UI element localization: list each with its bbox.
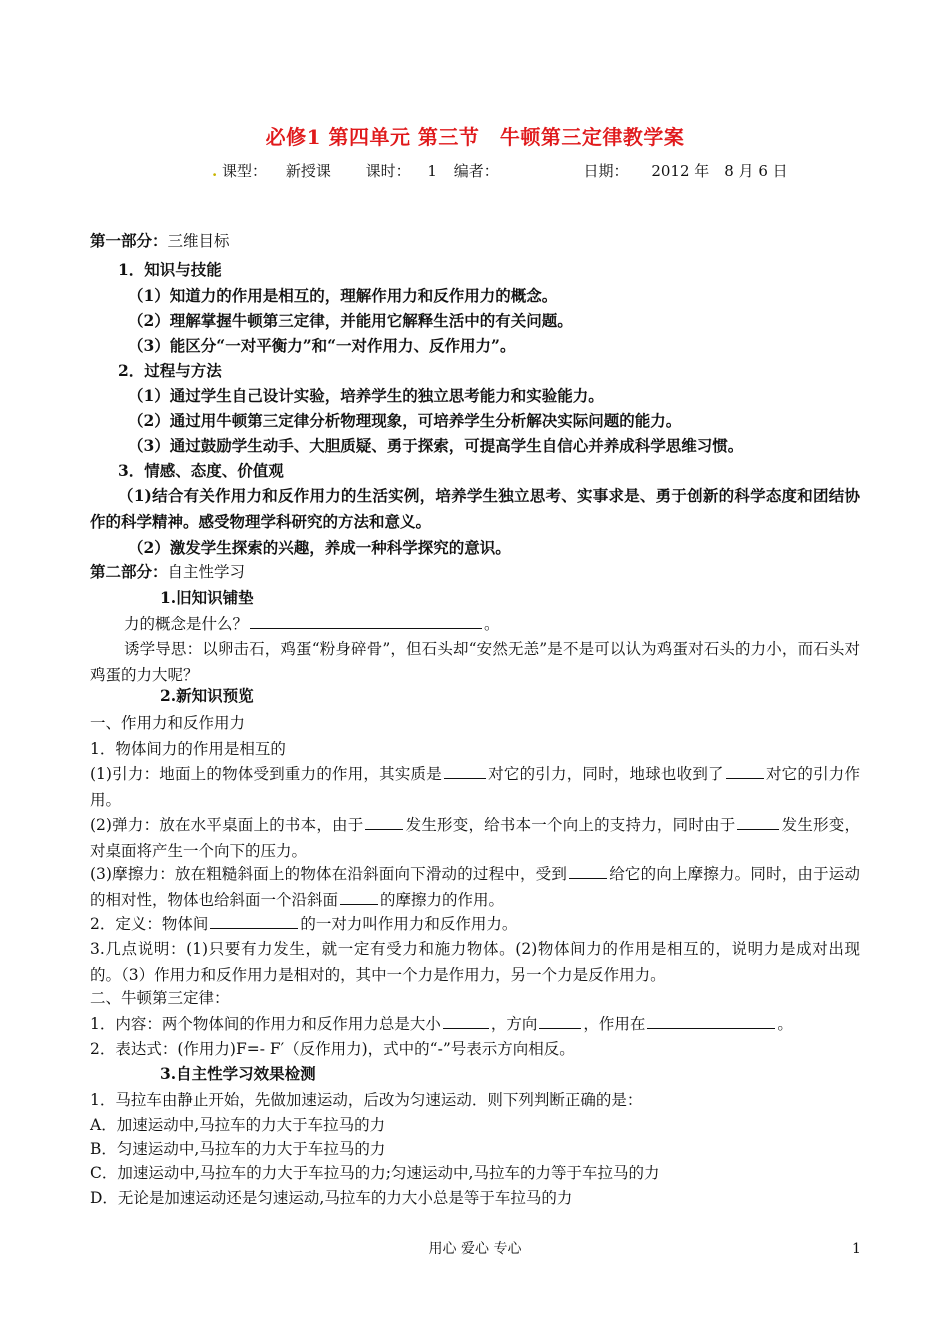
gravity-paragraph: (1)引力：地面上的物体受到重力的作用，其实质是 对它的引力，同时，地球也收到了 对它的引力作用。 (90, 765, 860, 809)
answer-blank (726, 763, 764, 779)
elastic-paragraph: (2)弹力：放在水平桌面上的书本，由于 发生形变，给书本一个向上的支持力，同时由于 发生形变，对桌面将产生一个向下的压力。 (90, 816, 860, 860)
date-label: 日期： (583, 162, 629, 180)
section-process: 2．过程与方法 (118, 361, 222, 380)
goal-item: （1）通过学生自己设计实验，培养学生的独立思考能力和实验能力。 (128, 386, 604, 405)
question-1: 1．马拉车由静止开始，先做加速运动，后改为匀速运动．则下列判断正确的是： (90, 1091, 643, 1109)
page-footer: 用心 爱心 专心 (428, 1241, 522, 1257)
answer-blank (444, 763, 486, 779)
goal-item: （3）能区分“一对平衡力”和“一对作用力、反作用力”。 (128, 336, 516, 355)
goal-item: （2）理解掌握牛顿第三定律，并能用它解释生活中的有关问题。 (128, 311, 573, 330)
answer-blank (647, 1013, 775, 1029)
option-a: A．加速运动中,马拉车的力大于车拉马的力 (90, 1116, 386, 1134)
page-title: 必修1 第四单元 第三节 牛顿第三定律教学案 (265, 125, 685, 149)
law-content: 1．内容：两个物体间的作用力和反作用力总是大小 ，方向 ，作用在 。 (90, 1015, 793, 1033)
option-d: D．无论是加速运动还是匀速运动,马拉车的力大小总是等于车拉马的力 (90, 1189, 573, 1207)
friction-paragraph: (3)摩擦力：放在粗糙斜面上的物体在沿斜面向下滑动的过程中，受到 给它的向上摩擦力。同时，由于运动的相对性，物体也给斜面一个沿斜面 的摩擦力的作用。 (90, 865, 860, 909)
marker-dot: . (212, 162, 218, 180)
answer-blank (539, 1013, 581, 1029)
lesson-meta (212, 160, 788, 182)
answer-blank (737, 814, 779, 830)
subsection-review: 1.旧知识铺垫 (160, 588, 254, 607)
hours-value: 1 (427, 162, 437, 180)
option-c: C．加速运动中,马拉车的力大于车拉马的力;匀速运动中,马拉车的力等于车拉马的力 (90, 1164, 660, 1182)
goal-item: （2）激发学生探索的兴趣，养成一种科学探究的意识。 (128, 538, 511, 557)
type-value: 新授课 (285, 162, 331, 180)
goal-item: （3）通过鼓励学生动手、大胆质疑、勇于探索，可提高学生自信心并养成科学思维习惯。 (128, 436, 744, 455)
answer-blank (250, 613, 482, 629)
answer-blank (340, 889, 378, 905)
hours-label: 课时： (365, 162, 411, 180)
date-value: 2012 年 8 月 6 日 (651, 162, 788, 180)
page-number: 1 (852, 1241, 861, 1257)
answer-blank (365, 814, 403, 830)
guide-paragraph: 诱学导思：以卵击石，鸡蛋“粉身碎骨”，但石头却“安然无恙”是不是可以认为鸡蛋对石头的力小，而石头对鸡蛋的力大呢？ (90, 640, 860, 684)
answer-blank (443, 1013, 489, 1029)
attitude-paragraph: （1)结合有关作用力和反作用力的生活实例，培养学生独立思考、实事求是、勇于创新的科学态度和团结协作的科学精神。感受物理学科研究的方法和意义。 (90, 486, 860, 531)
force-question: 力的概念是什么？ 。 (124, 615, 500, 633)
notes-paragraph: 3.几点说明：(1)只要有力发生，就一定有受力和施力物体。(2)物体间力的作用是相互的，说明力是成对出现的。（3）作用力和反作用力是相对的，其中一个力是作用力，另一个力是反作用力。 (90, 940, 860, 984)
part1-heading: 第一部分：三维目标 (90, 231, 230, 250)
section-attitude: 3．情感、态度、价值观 (118, 461, 284, 480)
subsection-self-test: 3.自主性学习效果检测 (160, 1064, 316, 1083)
heading-action-reaction: 一、作用力和反作用力 (90, 714, 246, 732)
option-b: B．匀速运动中,马拉车的力大于车拉马的力 (90, 1140, 386, 1158)
definition-line: 2．定义：物体间 的一对力叫作用力和反作用力。 (90, 915, 518, 933)
type-label: 课型： (222, 162, 268, 180)
answer-blank (210, 913, 298, 929)
section-knowledge: 1．知识与技能 (118, 260, 222, 279)
heading-newton-third-law: 二、牛顿第三定律： (90, 989, 230, 1007)
goal-item: （2）通过用牛顿第三定律分析物理现象，可培养学生分析解决实际问题的能力。 (128, 411, 682, 430)
part2-heading: 第二部分：自主性学习 (90, 562, 246, 581)
subsection-preview: 2.新知识预览 (160, 686, 254, 705)
goal-item: （1）知道力的作用是相互的，理解作用力和反作用力的概念。 (128, 286, 558, 305)
answer-blank (569, 863, 607, 879)
editor-label: 编者： (453, 162, 499, 180)
point-mutual: 1．物体间力的作用是相互的 (90, 740, 286, 758)
law-expression: 2．表达式：(作用力)F=- F′（反作用力)，式中的“-”号表示方向相反。 (90, 1040, 575, 1058)
